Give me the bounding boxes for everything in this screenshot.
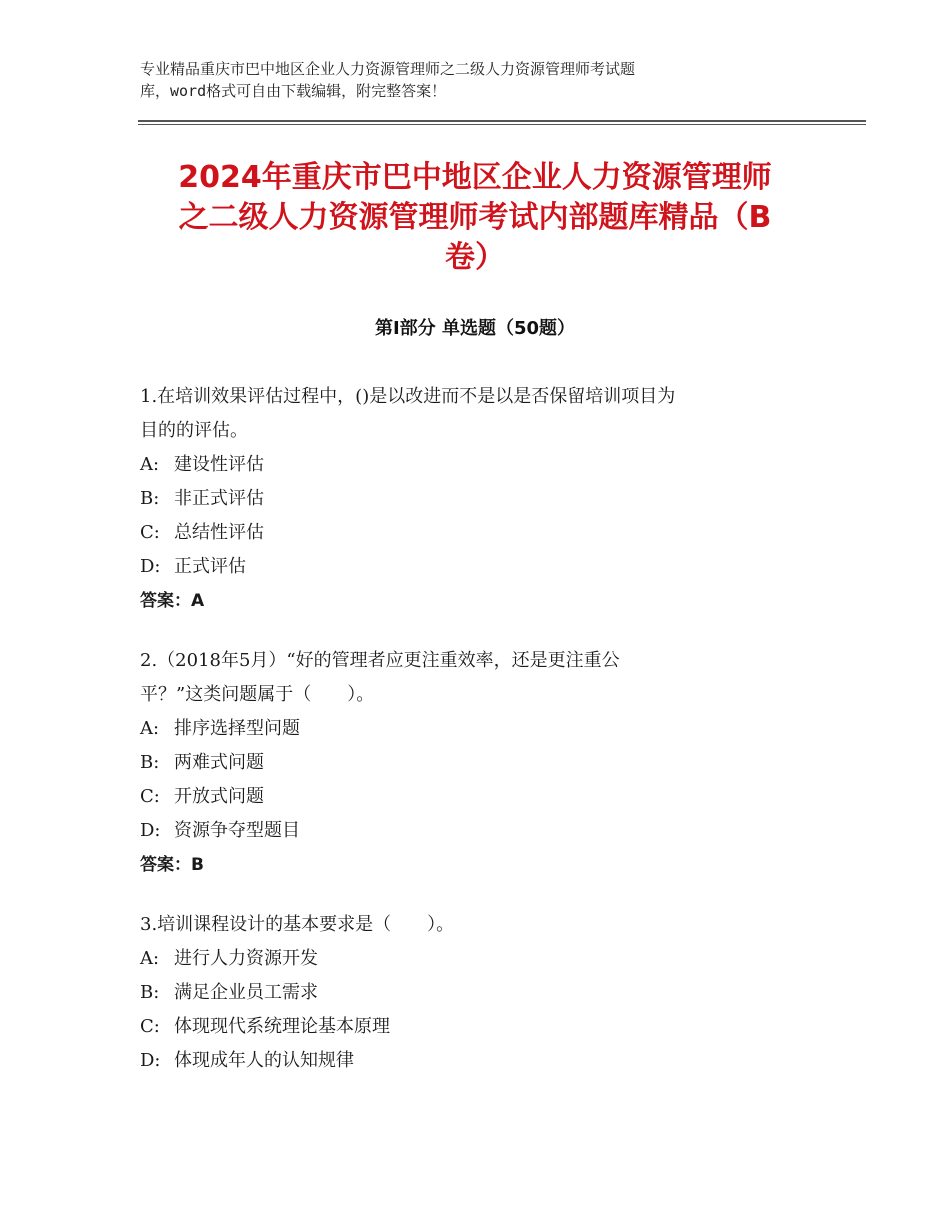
option-letter: B: bbox=[140, 982, 160, 1003]
option-b bbox=[140, 746, 800, 780]
question-list bbox=[140, 380, 800, 1104]
option-text: 开放式问题 bbox=[174, 786, 264, 807]
option-text: 资源争夺型题目 bbox=[174, 820, 300, 841]
answer-label: 答案：B bbox=[140, 855, 204, 875]
option-text: 进行人力资源开发 bbox=[174, 948, 318, 969]
option-text: 体现现代系统理论基本原理 bbox=[174, 1016, 390, 1037]
option-text: 建设性评估 bbox=[174, 454, 264, 475]
question-stem-line: 2.（2018年5月）“好的管理者应更注重效率，还是更注重公 bbox=[140, 650, 620, 671]
header-divider bbox=[138, 124, 866, 125]
question-stem-line: 平？”这类问题属于（ ）。 bbox=[140, 684, 375, 705]
option-c bbox=[140, 516, 800, 550]
option-text: 两难式问题 bbox=[174, 752, 264, 773]
option-d bbox=[140, 550, 800, 584]
question-stem bbox=[140, 380, 800, 448]
document-title-line: 卷） bbox=[445, 240, 505, 275]
question-stem bbox=[140, 644, 800, 712]
option-letter: B: bbox=[140, 752, 160, 773]
option-letter: C: bbox=[140, 522, 160, 543]
header-divider bbox=[138, 120, 866, 122]
option-d bbox=[140, 1044, 800, 1078]
option-a bbox=[140, 942, 800, 976]
option-text: 排序选择型问题 bbox=[174, 718, 300, 739]
option-text: 非正式评估 bbox=[174, 488, 264, 509]
option-a bbox=[140, 712, 800, 746]
question-stem-line: 1.在培训效果评估过程中，()是以改进而不是以是否保留培训项目为 bbox=[140, 386, 676, 407]
section-heading: 第Ⅰ部分 单选题（50题） bbox=[374, 318, 575, 339]
option-b bbox=[140, 482, 800, 516]
document-title-line: 之二级人力资源管理师考试内部题库精品（B bbox=[178, 200, 772, 235]
option-c bbox=[140, 1010, 800, 1044]
header-note bbox=[140, 58, 780, 102]
option-letter: C: bbox=[140, 786, 160, 807]
option-letter: B: bbox=[140, 488, 160, 509]
document-title-line: 2024年重庆市巴中地区企业人力资源管理师 bbox=[178, 160, 772, 195]
option-letter: A: bbox=[140, 454, 160, 475]
option-text: 体现成年人的认知规律 bbox=[174, 1050, 354, 1071]
option-a bbox=[140, 448, 800, 482]
question-stem bbox=[140, 908, 800, 942]
option-letter: D: bbox=[140, 820, 161, 841]
option-c bbox=[140, 780, 800, 814]
option-letter: A: bbox=[140, 948, 160, 969]
option-d bbox=[140, 814, 800, 848]
header-note-line: 专业精品重庆市巴中地区企业人力资源管理师之二级人力资源管理师考试题 bbox=[140, 60, 636, 78]
question-stem-line: 目的的评估。 bbox=[140, 420, 248, 441]
answer-label: 答案：A bbox=[140, 591, 205, 611]
option-text: 总结性评估 bbox=[174, 522, 264, 543]
option-letter: D: bbox=[140, 556, 161, 577]
question-item bbox=[140, 908, 800, 1078]
header-note-line: 库，word格式可自由下载编辑，附完整答案！ bbox=[140, 82, 447, 100]
option-text: 正式评估 bbox=[174, 556, 246, 577]
option-letter: A: bbox=[140, 718, 160, 739]
question-item bbox=[140, 380, 800, 618]
question-stem-line: 3.培训课程设计的基本要求是（ ）。 bbox=[140, 914, 455, 935]
option-letter: D: bbox=[140, 1050, 161, 1071]
question-item bbox=[140, 644, 800, 882]
option-text: 满足企业员工需求 bbox=[174, 982, 318, 1003]
option-letter: C: bbox=[140, 1016, 160, 1037]
option-b bbox=[140, 976, 800, 1010]
document-title bbox=[120, 158, 830, 278]
